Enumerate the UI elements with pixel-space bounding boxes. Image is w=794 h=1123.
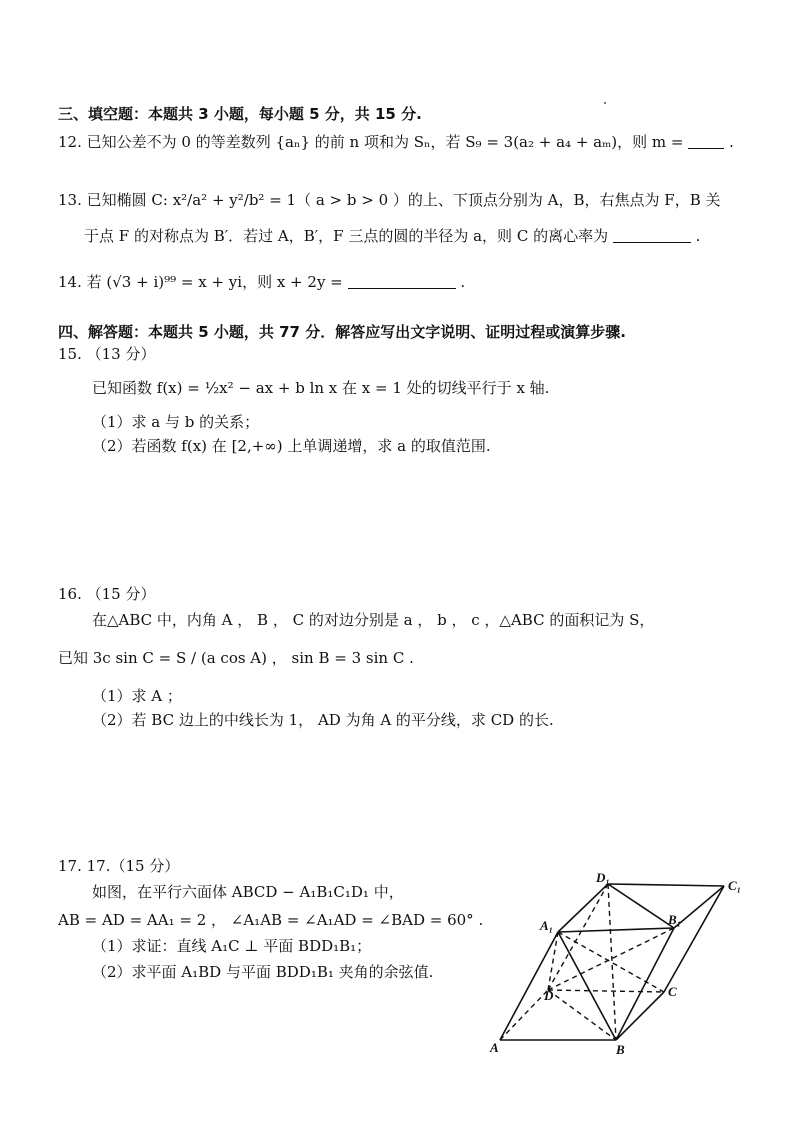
q17-part2: （2）求平面 A₁BD 与平面 BDD₁B₁ 夹角的余弦值. (92, 963, 434, 981)
segment-D1B1 (608, 884, 674, 928)
edge-A1B1 (558, 928, 674, 932)
q16-part2: （2）若 BC 边上的中线长为 1， AD 为角 A 的平分线，求 CD 的长. (92, 711, 554, 729)
q16-line1: 在△ABC 中，内角 A ， B ， C 的对边分别是 a ， b ， c ，△ABC 的面积记为 S， (92, 611, 655, 629)
q14 (58, 272, 465, 292)
label-B1: B₁ (668, 912, 682, 927)
scan-speck (604, 102, 606, 104)
label-A: A (490, 1040, 499, 1055)
q16-line2: 已知 3c sin C = S / (a cos A) ， sin B = 3 sin C . (58, 649, 414, 667)
label-D: D (544, 988, 554, 1003)
q17-header: 17. 17.（15 分） (58, 857, 180, 875)
q16-header: 16. （15 分） (58, 585, 156, 603)
q15-part1: （1）求 a 与 b 的关系； (92, 413, 260, 431)
edge-D1C1 (608, 884, 724, 886)
edge-CC1 (664, 886, 724, 992)
label-A1: A₁ (540, 918, 554, 933)
edge-DD1 (548, 884, 608, 990)
q13-end: . (695, 227, 701, 245)
section4-heading: 四、解答题：本题共 5 小题，共 77 分．解答应写出文字说明、证明过程或演算步骤. (58, 323, 626, 341)
segment-A1B (558, 932, 616, 1040)
edge-DC (548, 990, 664, 992)
q13-line2-text: 于点 F 的对称点为 B′．若过 A，B′，F 三点的圆的半径为 a，则 C 的离心率为 (84, 227, 609, 245)
segment-DB (548, 990, 616, 1040)
q13-line1: 13. 已知椭圆 C: x²/a² + y²/b² = 1（ a > b > 0 ）的上、下顶点分别为 A，B，右焦点为 F，B 关 (58, 191, 721, 209)
section3-heading: 三、填空题：本题共 3 小题，每小题 5 分，共 15 分. (58, 105, 422, 123)
q15-header: 15. （13 分） (58, 345, 156, 363)
edge-AD (500, 990, 548, 1040)
label-D1: D₁ (596, 870, 610, 885)
label-B: B (616, 1042, 625, 1057)
q12-text: 12. 已知公差不为 0 的等差数列 {aₙ} 的前 n 项和为 Sₙ，若 S₉ = 3(a₂ + a₄ + aₘ)，则 m = (58, 133, 684, 151)
q17-line1: 如图，在平行六面体 ABCD − A₁B₁C₁D₁ 中， (92, 883, 404, 901)
q12-end: . (729, 133, 734, 151)
q15-stem: 已知函数 f(x) = ½x² − ax + b ln x 在 x = 1 处的切线平行于 x 轴. (92, 379, 550, 397)
edge-BB1 (616, 928, 674, 1040)
q13-answer-blank (613, 228, 691, 243)
q14-text: 14. 若 (√3 + i)⁹⁹ = x + yi，则 x + 2y = (58, 273, 343, 291)
label-C1: C₁ (728, 878, 742, 893)
q15-part2: （2）若函数 f(x) 在 [2,+∞) 上单调递增，求 a 的取值范围. (92, 437, 491, 455)
q17-line2: AB = AD = AA₁ = 2 ， ∠A₁AB = ∠A₁AD = ∠BAD = 60° . (58, 911, 484, 929)
q17-part1: （1）求证：直线 A₁C ⊥ 平面 BDD₁B₁； (92, 937, 372, 955)
edge-A1D1 (558, 884, 608, 932)
q13-line2 (84, 226, 700, 246)
segment-D1B (608, 884, 616, 1040)
q14-end: . (460, 273, 466, 291)
q12-answer-blank (688, 134, 724, 149)
label-C: C (668, 984, 677, 999)
parallelepiped-figure (486, 870, 756, 1060)
q16-part1: （1）求 A ； (92, 687, 182, 705)
edge-B1C1 (674, 886, 724, 928)
q12 (58, 132, 734, 152)
edge-BC (616, 992, 664, 1040)
q14-answer-blank (348, 274, 456, 289)
